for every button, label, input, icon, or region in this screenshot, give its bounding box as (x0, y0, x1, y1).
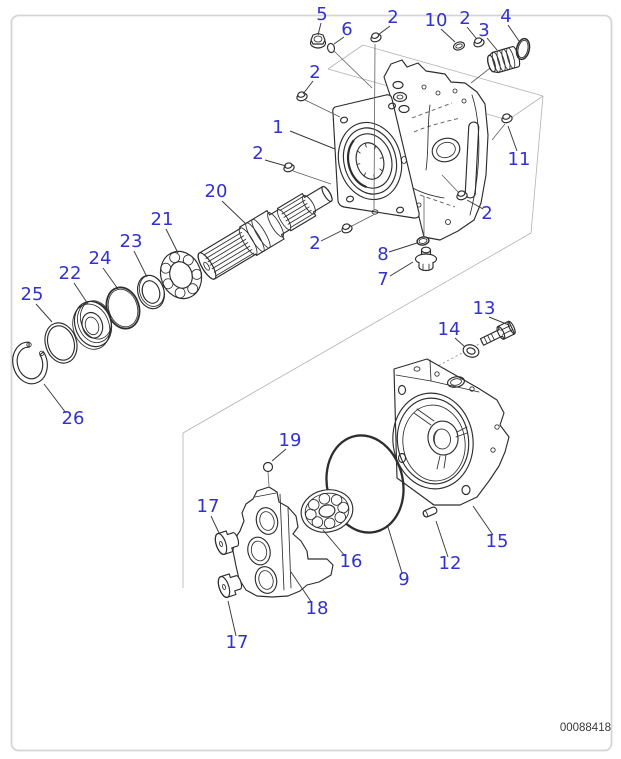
callout-2: 2 (309, 62, 321, 83)
callout-19: 19 (278, 430, 302, 451)
callout-1: 1 (272, 117, 284, 138)
callout-25: 25 (20, 284, 44, 305)
leader-2 (265, 160, 286, 166)
callout-2: 2 (481, 203, 493, 224)
leader-12 (436, 521, 448, 557)
leader-11 (508, 126, 517, 151)
callout-6: 6 (341, 19, 353, 40)
leader-22 (74, 283, 88, 304)
callout-2: 2 (309, 233, 321, 254)
callout-21: 21 (150, 209, 174, 230)
callout-13: 13 (472, 298, 496, 319)
leader-4 (508, 25, 519, 41)
part-11-bolt (501, 113, 513, 124)
part-4-o-ring (515, 37, 532, 60)
part-7-plug (416, 247, 437, 270)
callout-10: 10 (424, 10, 448, 31)
callout-17: 17 (225, 632, 249, 653)
callout-20: 20 (204, 181, 228, 202)
callout-3: 3 (478, 20, 490, 41)
leader-2 (321, 231, 341, 241)
drawing-id: 00088418 (559, 722, 611, 734)
leader-21 (166, 229, 178, 253)
callout-4: 4 (500, 6, 512, 27)
part-2-bolt (340, 222, 353, 234)
leader-1 (290, 131, 335, 149)
callout-24: 24 (88, 248, 112, 269)
callout-18: 18 (305, 598, 329, 619)
leader-7 (390, 262, 413, 276)
callout-12: 12 (438, 553, 462, 574)
leader-8 (389, 243, 417, 252)
callout-15: 15 (485, 531, 509, 552)
part-10-oval-seal (452, 41, 465, 52)
leader-17 (228, 601, 236, 636)
callout-14: 14 (437, 319, 461, 340)
callout-26: 26 (61, 408, 85, 429)
callout-17: 17 (196, 496, 220, 517)
callout-11: 11 (507, 149, 531, 170)
callout-8: 8 (377, 244, 389, 265)
leader-24 (103, 268, 118, 289)
leader-25 (36, 304, 52, 322)
part-12-pin (422, 506, 438, 518)
leader-23 (134, 251, 147, 277)
leader-17 (211, 516, 219, 533)
part-15-rear-housing (387, 359, 509, 505)
part-6-o-ring (327, 43, 336, 53)
callout-9: 9 (398, 569, 410, 590)
part-1-pump-housing (330, 60, 488, 240)
page-border (12, 16, 612, 751)
leader-9 (388, 527, 402, 573)
callout-23: 23 (119, 231, 143, 252)
part-13-bolt (479, 320, 517, 348)
callout-7: 7 (377, 269, 389, 290)
callout-2: 2 (252, 143, 264, 164)
part-19-ball (264, 463, 273, 472)
callout-22: 22 (58, 263, 82, 284)
callout-2: 2 (459, 8, 471, 29)
callout-16: 16 (339, 551, 363, 572)
callout-2: 2 (387, 7, 399, 28)
part-16-ball-bearing (297, 485, 357, 537)
leader-20 (222, 201, 246, 224)
part-8-o-ring (416, 236, 429, 246)
part-5-plug (311, 34, 326, 49)
callout-5: 5 (316, 4, 328, 25)
